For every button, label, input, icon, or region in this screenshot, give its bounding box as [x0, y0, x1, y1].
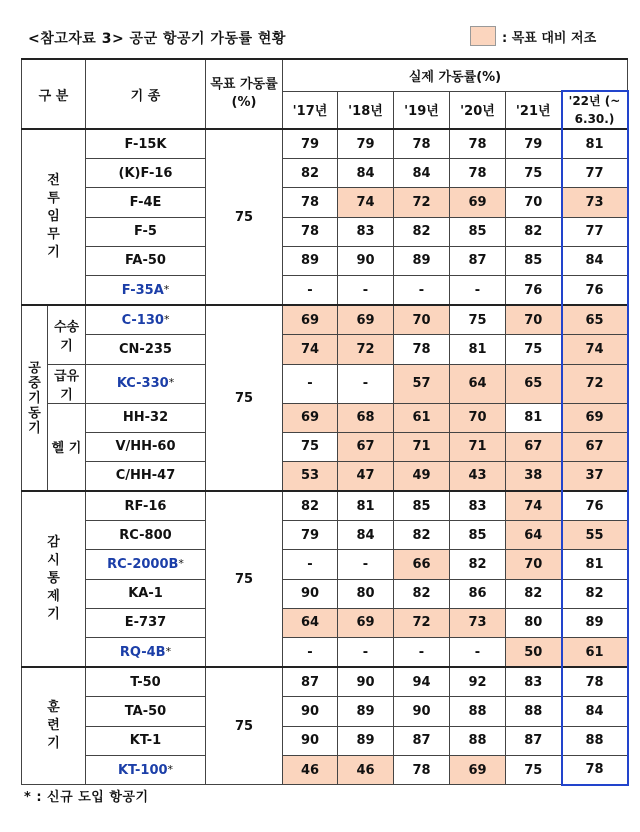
- rate-cell: 90: [283, 579, 338, 608]
- rate-cell: 72: [394, 188, 450, 217]
- table-row: [22, 217, 628, 246]
- rate-cell: 85: [394, 491, 450, 521]
- table-row: [22, 305, 628, 335]
- rate-cell: 70: [506, 550, 562, 579]
- rate-cell: 69: [283, 403, 338, 432]
- header-year: '20년: [450, 91, 506, 129]
- rate-cell: 74: [506, 491, 562, 521]
- model-name: CN-235: [119, 341, 172, 357]
- table-row: [22, 275, 628, 305]
- model-cell: [86, 275, 206, 305]
- model-name: F-35A: [121, 282, 164, 298]
- model-cell: [86, 579, 206, 608]
- table-row: [22, 667, 628, 697]
- model-name: KT-100: [117, 762, 168, 778]
- header-year: '17년: [283, 91, 338, 129]
- table-row: [22, 432, 628, 461]
- rate-cell: 84: [562, 697, 628, 726]
- rate-cell: 89: [394, 246, 450, 275]
- rate-cell: 90: [283, 726, 338, 755]
- rate-cell: 70: [394, 305, 450, 335]
- rate-cell: 85: [506, 246, 562, 275]
- rate-cell: -: [394, 275, 450, 305]
- rate-cell: 75: [506, 755, 562, 785]
- table-row: [22, 638, 628, 668]
- header-model: 기 종: [86, 59, 206, 129]
- rate-cell: 70: [450, 403, 506, 432]
- rate-cell: 50: [506, 638, 562, 668]
- model-name: T-50: [130, 674, 161, 690]
- rate-cell: 37: [562, 461, 628, 491]
- model-cell: [86, 432, 206, 461]
- rate-cell: 82: [562, 579, 628, 608]
- rate-cell: 69: [450, 188, 506, 217]
- rate-cell: 74: [283, 335, 338, 364]
- rate-cell: 75: [506, 159, 562, 188]
- header-category: 구 분: [22, 59, 86, 129]
- rate-cell: 84: [562, 246, 628, 275]
- header-year: '21년: [506, 91, 562, 129]
- rate-cell: 81: [338, 491, 394, 521]
- rate-cell: 67: [506, 432, 562, 461]
- model-name: F-4E: [129, 194, 162, 210]
- model-name: KA-1: [128, 586, 163, 602]
- rate-cell: 66: [394, 550, 450, 579]
- rate-cell: 69: [338, 608, 394, 637]
- rate-cell: 84: [394, 159, 450, 188]
- footnote: * : 신규 도입 항공기: [24, 790, 149, 805]
- rate-cell: 49: [394, 461, 450, 491]
- rate-cell: 64: [450, 364, 506, 403]
- rate-cell: 68: [338, 403, 394, 432]
- rate-cell: 77: [562, 217, 628, 246]
- rate-cell: 82: [506, 579, 562, 608]
- table-row: [22, 335, 628, 364]
- rate-cell: 90: [338, 667, 394, 697]
- rate-cell: 81: [562, 129, 628, 159]
- rate-cell: 90: [283, 697, 338, 726]
- rate-cell: 84: [338, 159, 394, 188]
- rate-cell: 81: [562, 550, 628, 579]
- table-row: [22, 461, 628, 491]
- rate-cell: 87: [394, 726, 450, 755]
- model-name: F-15K: [124, 136, 167, 152]
- readiness-table: [21, 58, 629, 786]
- table-row: [22, 403, 628, 432]
- rate-cell: 85: [450, 521, 506, 550]
- rate-cell: 71: [450, 432, 506, 461]
- rate-cell: 61: [562, 638, 628, 668]
- model-cell: [86, 726, 206, 755]
- table-row: [22, 697, 628, 726]
- table-row: [22, 521, 628, 550]
- new-marker: *: [178, 557, 184, 571]
- model-cell: [86, 403, 206, 432]
- rate-cell: 78: [394, 335, 450, 364]
- rate-cell: 74: [338, 188, 394, 217]
- rate-cell: -: [338, 275, 394, 305]
- model-cell: [86, 461, 206, 491]
- rate-cell: 61: [394, 403, 450, 432]
- rate-cell: 46: [338, 755, 394, 785]
- rate-cell: 81: [450, 335, 506, 364]
- rate-cell: 65: [506, 364, 562, 403]
- rate-cell: 71: [394, 432, 450, 461]
- rate-cell: 83: [338, 217, 394, 246]
- table-row: [22, 129, 628, 159]
- rate-cell: 77: [562, 159, 628, 188]
- rate-cell: 67: [338, 432, 394, 461]
- rate-cell: 80: [338, 579, 394, 608]
- model-cell: [86, 638, 206, 668]
- rate-cell: 74: [562, 335, 628, 364]
- legend-swatch: [470, 26, 496, 46]
- new-marker: *: [165, 644, 172, 658]
- model-cell: [86, 188, 206, 217]
- rate-cell: 75: [450, 305, 506, 335]
- rate-cell: 76: [562, 491, 628, 521]
- rate-cell: 64: [283, 608, 338, 637]
- new-marker: *: [168, 376, 175, 389]
- target-rate: 75: [206, 305, 283, 491]
- rate-cell: 82: [283, 491, 338, 521]
- table-row: [22, 608, 628, 637]
- rate-cell: 75: [506, 335, 562, 364]
- rate-cell: 79: [283, 521, 338, 550]
- rate-cell: 80: [506, 608, 562, 637]
- legend: [470, 26, 596, 46]
- rate-cell: 89: [338, 726, 394, 755]
- rate-cell: 67: [562, 432, 628, 461]
- model-name: KC-330: [116, 376, 169, 391]
- rate-cell: 38: [506, 461, 562, 491]
- rate-cell: 78: [394, 755, 450, 785]
- model-cell: [86, 217, 206, 246]
- header-year: '19년: [394, 91, 450, 129]
- group-label: 전 투 임무기: [22, 129, 86, 305]
- rate-cell: 53: [283, 461, 338, 491]
- rate-cell: 46: [283, 755, 338, 785]
- rate-cell: 88: [506, 697, 562, 726]
- rate-cell: 79: [338, 129, 394, 159]
- rate-cell: -: [283, 275, 338, 305]
- rate-cell: 84: [338, 521, 394, 550]
- rate-cell: 55: [562, 521, 628, 550]
- model-cell: [86, 305, 206, 335]
- rate-cell: -: [283, 364, 338, 403]
- model-name: RC-2000B: [107, 557, 179, 573]
- new-marker: *: [167, 762, 174, 776]
- table-row: [22, 246, 628, 275]
- model-cell: [86, 550, 206, 579]
- rate-cell: 83: [506, 667, 562, 697]
- rate-cell: 73: [450, 608, 506, 637]
- rate-cell: 78: [450, 129, 506, 159]
- rate-cell: 43: [450, 461, 506, 491]
- rate-cell: 65: [562, 305, 628, 335]
- header-year: '22년 (~ 6.30.): [562, 91, 628, 129]
- rate-cell: 47: [338, 461, 394, 491]
- rate-cell: 82: [506, 217, 562, 246]
- rate-cell: 69: [338, 305, 394, 335]
- header-year: '18년: [338, 91, 394, 129]
- rate-cell: 87: [506, 726, 562, 755]
- group-label: 훈련기: [22, 667, 86, 785]
- model-cell: [86, 246, 206, 275]
- rate-cell: 82: [394, 217, 450, 246]
- group-label-text: 공중기동기: [28, 360, 41, 436]
- model-name: F-5: [134, 224, 157, 240]
- model-cell: [86, 608, 206, 637]
- table-row: [22, 726, 628, 755]
- rate-cell: 90: [338, 246, 394, 275]
- rate-cell: 82: [394, 521, 450, 550]
- model-name: RF-16: [124, 498, 167, 514]
- model-cell: [86, 697, 206, 726]
- rate-cell: 69: [450, 755, 506, 785]
- rate-cell: 73: [562, 188, 628, 217]
- rate-cell: 82: [450, 550, 506, 579]
- rate-cell: 78: [562, 667, 628, 697]
- model-cell: [86, 521, 206, 550]
- rate-cell: 78: [283, 188, 338, 217]
- model-name: KT-1: [129, 733, 162, 749]
- rate-cell: 75: [283, 432, 338, 461]
- rate-cell: 72: [338, 335, 394, 364]
- model-cell: [86, 755, 206, 785]
- new-marker: *: [163, 282, 170, 296]
- group-label: [22, 305, 48, 491]
- rate-cell: -: [338, 638, 394, 668]
- model-name: TA-50: [124, 703, 167, 719]
- rate-cell: 89: [338, 697, 394, 726]
- rate-cell: 79: [283, 129, 338, 159]
- rate-cell: 76: [506, 275, 562, 305]
- target-rate: 75: [206, 129, 283, 305]
- rate-cell: 82: [394, 579, 450, 608]
- rate-cell: -: [338, 550, 394, 579]
- table-row: [22, 364, 628, 403]
- model-name: V/HH-60: [115, 439, 176, 455]
- rate-cell: 76: [562, 275, 628, 305]
- target-rate: 75: [206, 491, 283, 667]
- rate-cell: 88: [450, 726, 506, 755]
- rate-cell: 72: [394, 608, 450, 637]
- rate-cell: 83: [450, 491, 506, 521]
- table-row: [22, 579, 628, 608]
- table-row: [22, 188, 628, 217]
- model-cell: [86, 667, 206, 697]
- model-name: E-737: [124, 615, 167, 631]
- header-target: 목표 가동률(%): [206, 59, 283, 129]
- rate-cell: 78: [283, 217, 338, 246]
- group-label: 감 시 통제기: [22, 491, 86, 667]
- model-name: RC-800: [119, 527, 172, 543]
- table-row: [22, 550, 628, 579]
- table-row: [22, 491, 628, 521]
- model-name: HH-32: [122, 410, 169, 426]
- rate-cell: 85: [450, 217, 506, 246]
- rate-cell: 88: [450, 697, 506, 726]
- rate-cell: 69: [562, 403, 628, 432]
- model-cell: [86, 159, 206, 188]
- rate-cell: 82: [283, 159, 338, 188]
- rate-cell: 70: [506, 188, 562, 217]
- model-cell: [86, 129, 206, 159]
- table-row: [22, 755, 628, 785]
- rate-cell: -: [450, 275, 506, 305]
- rate-cell: 89: [283, 246, 338, 275]
- model-name: (K)F-16: [118, 165, 173, 181]
- subgroup-label: 수송기: [48, 305, 86, 364]
- rate-cell: 78: [450, 159, 506, 188]
- subgroup-label: 급유기: [48, 364, 86, 403]
- legend-label: : 목표 대비 저조: [502, 30, 597, 46]
- rate-cell: 88: [562, 726, 628, 755]
- model-cell: [86, 364, 206, 403]
- new-marker: *: [163, 312, 170, 326]
- rate-cell: 86: [450, 579, 506, 608]
- rate-cell: 70: [506, 305, 562, 335]
- rate-cell: -: [394, 638, 450, 668]
- target-rate: 75: [206, 667, 283, 785]
- rate-cell: 57: [394, 364, 450, 403]
- model-name: C-130: [121, 312, 164, 328]
- page-title: <참고자료 3> 공군 항공기 가동률 현황: [28, 31, 286, 47]
- rate-cell: 89: [562, 608, 628, 637]
- rate-cell: 87: [283, 667, 338, 697]
- rate-cell: 64: [506, 521, 562, 550]
- rate-cell: 79: [506, 129, 562, 159]
- rate-cell: 78: [562, 755, 628, 785]
- model-cell: [86, 335, 206, 364]
- subgroup-label: 헬 기: [48, 403, 86, 491]
- header-actual: 실제 가동률(%): [283, 59, 628, 91]
- rate-cell: 81: [506, 403, 562, 432]
- rate-cell: -: [450, 638, 506, 668]
- rate-cell: 90: [394, 697, 450, 726]
- model-name: FA-50: [125, 253, 166, 269]
- model-name: RQ-4B: [119, 644, 166, 660]
- rate-cell: 92: [450, 667, 506, 697]
- rate-cell: -: [283, 638, 338, 668]
- model-cell: [86, 491, 206, 521]
- rate-cell: 78: [394, 129, 450, 159]
- rate-cell: -: [338, 364, 394, 403]
- table-row: [22, 159, 628, 188]
- rate-cell: 72: [562, 364, 628, 403]
- rate-cell: -: [283, 550, 338, 579]
- rate-cell: 69: [283, 305, 338, 335]
- model-name: C/HH-47: [115, 468, 176, 484]
- rate-cell: 87: [450, 246, 506, 275]
- rate-cell: 94: [394, 667, 450, 697]
